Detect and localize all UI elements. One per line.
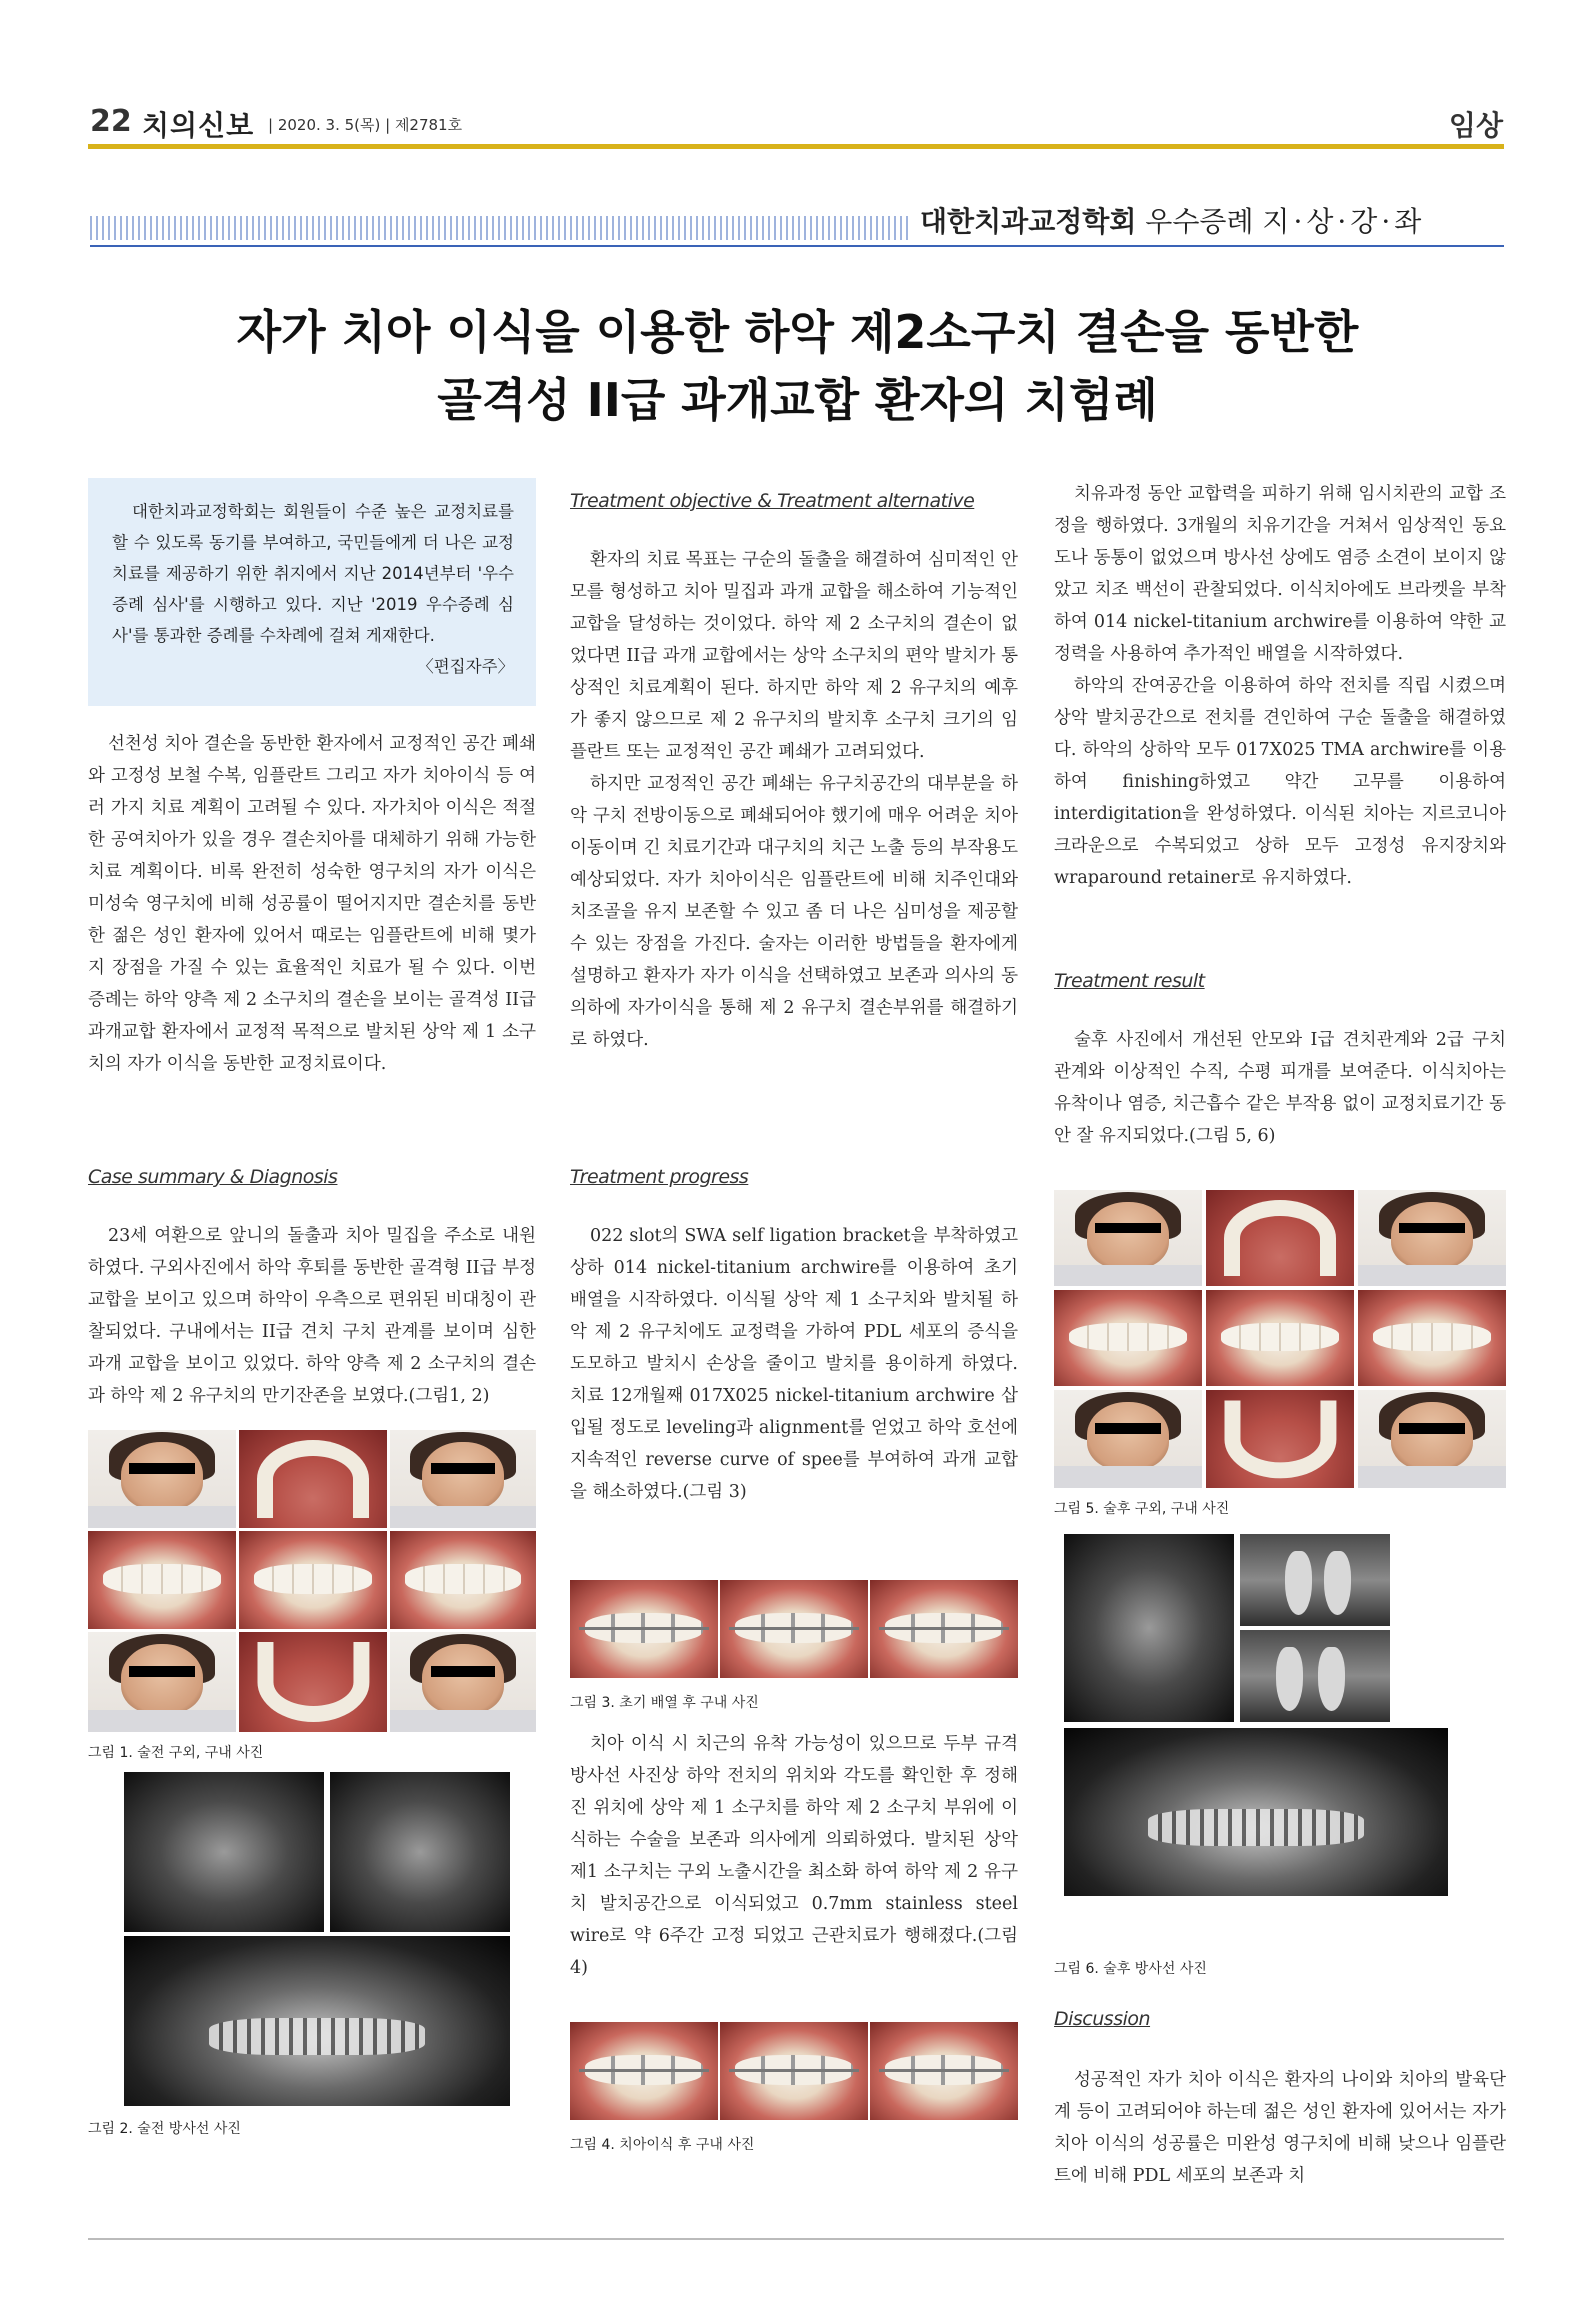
paper-name: 치의신보: [142, 109, 255, 142]
editor-note-box: [88, 478, 536, 706]
section-label: 임상: [1448, 109, 1503, 142]
transplant-left-buccal-photo: [870, 2022, 1018, 2120]
heading-case-summary: Case summary & Diagnosis: [88, 1166, 338, 1188]
footer-rule: [88, 2238, 1504, 2240]
post-upper-occlusal-photo: [1206, 1190, 1354, 1286]
article-title-line-1: 자가 치아 이식을 이용한 하악 제2소구치 결손을 동반한: [236, 305, 1359, 359]
transplant-frontal-photo: [720, 2022, 868, 2120]
pre-face-front-photo: [88, 1430, 236, 1528]
col3-paragraph: 술후 사진에서 개선된 안모와 I급 견치관계와 2급 구치 관계와 이상적인 수직, 수평 피개를 보여준다. 이식치아는 유착이나 염증, 치근흡수 같은 부작용 없이 교정치료기간 동안 잘 유지되었다.(그림 5, 6): [1054, 1030, 1506, 1146]
pre-panoramic-xray: [124, 1936, 510, 2106]
heading-discussion: Discussion: [1054, 2008, 1151, 2030]
figure-1-caption: 그림 1. 술전 구외, 구내 사진: [88, 1745, 264, 1761]
col2-transplant-text: [570, 1728, 1018, 1984]
col2-paragraph: 하지만 교정적인 공간 폐쇄는 유구치공간의 대부분을 하악 구치 전방이동으로 폐쇄되어야 했기에 매우 어려운 치아 이동이며 긴 치료기간과 대구치의 치근 노출 등의 부작용도 예상되었다. 자가 치아이식은 임플란트에 비해 치주인대와 치조골을 유지 보존할 수 있고 좀 더 나은 심미성을 제공할 수 있는 장점을 가진다. 술자는 이러한 방법들을 환자에게 설명하고 환자가 자가 이식을 선택하였고 보존과 의사의 동의하에 자가이식을 통해 제 2 유구치 결손부위를 해결하기로 하였다.: [570, 774, 1018, 1050]
figure-3-caption: 그림 3. 초기 배열 후 구내 사진: [570, 1695, 759, 1711]
society-name: 대한치과교정학회: [920, 205, 1137, 238]
col2-paragraph: 치아 이식 시 치근의 유착 가능성이 있으므로 두부 규격 방사선 사진상 하악 전치의 위치와 각도를 확인한 후 정해진 위치에 상악 제 1 소구치를 하악 제 2 소구치 부위에 이식하는 수술을 보존과 의사에게 의뢰하였다. 발치된 상악 제1 소구치는 구외 노출시간을 최소화 하여 하악 제 2 유구치 발치공간으로 이식되었고 0.7mm stainless steel wire로 약 6주간 고정 되었고 근관치료가 행해졌다.(그림 4): [570, 1734, 1018, 1978]
col2-paragraph: 환자의 치료 목표는 구순의 돌출을 해결하여 심미적인 안모를 형성하고 치아 밀집과 과개 교합을 해소하여 기능적인 교합을 달성하는 것이었다. 하악 제 2 소구치의 결손이 없었다면 II급 과개 교합에서는 상악 소구치의 편악 발치가 통상적인 치료계획이 된다. 하지만 하악 제 2 유구치의 예후가 좋지 않으므로 제 2 유구치의 발치후 소구치 크기의 임플란트 또는 교정적인 공간 폐쇄가 고려되었다.: [570, 550, 1018, 762]
header-rule: [88, 144, 1504, 149]
pre-frontal-photo: [239, 1531, 387, 1629]
post-lower-occlusal-photo: [1206, 1390, 1354, 1488]
pre-face-profile-photo: [88, 1632, 236, 1732]
pre-right-buccal-photo: [88, 1531, 236, 1629]
col3-paragraph: 치유과정 동안 교합력을 피하기 위해 임시치관의 교합 조정을 행하였다. 3개월의 치유기간을 거쳐서 임상적인 동요도나 동통이 없었으며 방사선 상에도 염증 소견이 보이지 않았고 치조 백선이 관찰되었다. 이식치아에도 브라켓을 부착하여 014 nickel-titanium archwire를 이용하여 약한 교정력을 사용하여 추가적인 배열을 시작하였다.: [1054, 484, 1506, 664]
col2-paragraph: 022 slot의 SWA self ligation bracket을 부착하였고 상하 014 nickel-titanium archwire를 이용하여 초기 배열을 시작하였다. 이식될 상악 제 1 소구치와 발치될 하악 제 2 유구치에도 교정력을 가하여 PDL 세포의 증식을 도모하고 발치시 손상을 줄이고 발치를 용이하게 하였다. 치료 12개월째 017X025 nickel-titanium archwire 삽입될 정도로 leveling과 alignment를 얻었고 하악 호선에 지속적인 reverse curve of spee를 부여하여 과개 교합을 해소하였다.(그림 3): [570, 1226, 1018, 1502]
editor-note-signature: 〈편집자주〉: [417, 657, 514, 676]
post-left-buccal-photo: [1358, 1290, 1506, 1386]
col1-intro-text: [88, 728, 536, 1080]
series-label: 우수증례: [1145, 205, 1254, 238]
figure-6-caption: 그림 6. 술후 방사선 사진: [1054, 1961, 1207, 1977]
periapical-xray-1: [1240, 1534, 1390, 1626]
pre-face-smile-photo: [390, 1430, 536, 1528]
heading-treatment-result: Treatment result: [1054, 970, 1205, 992]
col2-objective-text: [570, 544, 1018, 1056]
post-face-oblique-photo: [1358, 1390, 1506, 1488]
figure-4-caption: 그림 4. 치아이식 후 구내 사진: [570, 2137, 755, 2153]
page-number: 22: [90, 104, 132, 139]
col3-healing-text: [1054, 478, 1506, 894]
col3-paragraph: 성공적인 자가 치아 이식은 환자의 나이와 치아의 발육단계 등이 고려되어야 하는데 젊은 성인 환자에 있어서는 자가 치아 이식의 성공률은 미완성 영구치에 비해 낮으나 임플란트에 비해 PDL 세포의 보존과 치: [1054, 2070, 1506, 2186]
col3-discussion-text: [1054, 2064, 1506, 2192]
figure-2-caption: 그림 2. 술전 방사선 사진: [88, 2121, 241, 2137]
progress-frontal-photo: [720, 1580, 868, 1678]
post-right-buccal-photo: [1054, 1290, 1202, 1386]
post-face-front-photo: [1054, 1190, 1202, 1286]
heading-treatment-objective: Treatment objective & Treatment alternative: [570, 490, 975, 512]
post-face-smile-photo: [1358, 1190, 1506, 1286]
progress-right-buccal-photo: [570, 1580, 718, 1678]
post-lateral-cephalogram: [1064, 1534, 1234, 1722]
pre-left-buccal-photo: [390, 1531, 536, 1629]
heading-treatment-progress: Treatment progress: [570, 1166, 749, 1188]
banner-pattern: [90, 216, 910, 240]
article-title-line-2: 골격성 II급 과개교합 환자의 치험례: [437, 373, 1158, 427]
pre-lateral-cephalogram: [330, 1772, 510, 1932]
col2-progress-text: [570, 1220, 1018, 1508]
periapical-xray-2: [1240, 1630, 1390, 1722]
post-panoramic-xray: [1064, 1728, 1448, 1896]
banner-rule: [90, 245, 1504, 247]
col3-result-text: [1054, 1024, 1506, 1152]
issue-info: | 2020. 3. 5(목) | 제2781호: [268, 116, 463, 134]
col1-paragraph: 23세 여환으로 앞니의 돌출과 치아 밀집을 주소로 내원하였다. 구외사진에서 하악 후퇴를 동반한 골격형 II급 부정교합을 보이고 있으며 하악이 우측으로 편위된 비대칭이 관찰되었다. 구내에서는 II급 견치 구치 관계를 보이며 심한 과개 교합을 보이고 있었다. 하악 양측 제 2 소구치의 결손과 하악 제 2 유구치의 만기잔존을 보였다.(그림1, 2): [88, 1226, 536, 1406]
editor-note-text: 대한치과교정학회는 회원들이 수준 높은 교정치료를 할 수 있도록 동기를 부여하고, 국민들에게 더 나은 교정치료를 제공하기 위한 취지에서 지난 2014년부터 '우수증례 심사'를 시행하고 있다. 지난 '2019 우수증례 심사'를 통과한 증례를 수차례에 걸쳐 게재한다.: [112, 502, 514, 645]
post-frontal-photo: [1206, 1290, 1354, 1386]
transplant-right-buccal-photo: [570, 2022, 718, 2120]
post-face-profile-photo: [1054, 1390, 1202, 1488]
pre-lower-occlusal-photo: [239, 1632, 387, 1732]
pre-upper-occlusal-photo: [239, 1430, 387, 1528]
figure-5-caption: 그림 5. 술후 구외, 구내 사진: [1054, 1501, 1230, 1517]
col1-paragraph: 선천성 치아 결손을 동반한 환자에서 교정적인 공간 폐쇄와 고정성 보철 수복, 임플란트 그리고 자가 치아이식 등 여러 가지 치료 계획이 고려될 수 있다. 자가치아 이식은 적절한 공여치아가 있을 경우 결손치아를 대체하기 위해 가능한 치료 계획이다. 비록 완전히 성숙한 영구치의 자가 이식은 미성숙 영구치에 비해 성공률이 떨어지지만 결손치를 동반한 젊은 성인 환자에 있어서 때로는 임플란트에 비해 몇가지 장점을 가질 수 있는 효율적인 치료가 될 수 있다. 이번 증례는 하악 양측 제 2 소구치의 결손을 보이는 골격성 II급 과개교합 환자에서 교정적 목적으로 발치된 상악 제 1 소구치의 자가 이식을 동반한 교정치료이다.: [88, 734, 536, 1074]
col1-case-text: [88, 1220, 536, 1412]
series-banner: [920, 200, 1425, 240]
pre-face-oblique-photo: [390, 1632, 536, 1732]
progress-left-buccal-photo: [870, 1580, 1018, 1678]
series-name: 지·상·강·좌: [1262, 205, 1426, 238]
pre-pa-cephalogram: [124, 1772, 324, 1932]
col3-paragraph: 하악의 잔여공간을 이용하여 하악 전치를 직립 시켰으며 상악 발치공간으로 전치를 견인하여 구순 돌출을 해결하였다. 하악의 상하악 모두 017X025 TMA archwire를 이용하여 finishing하였고 약간 고무를 이용하여 interdigitation을 완성하였다. 이식된 치아는 지르코니아 크라운으로 수복되었고 상하 모두 고정성 유지장치와 wraparound retainer로 유지하였다.: [1054, 676, 1506, 888]
